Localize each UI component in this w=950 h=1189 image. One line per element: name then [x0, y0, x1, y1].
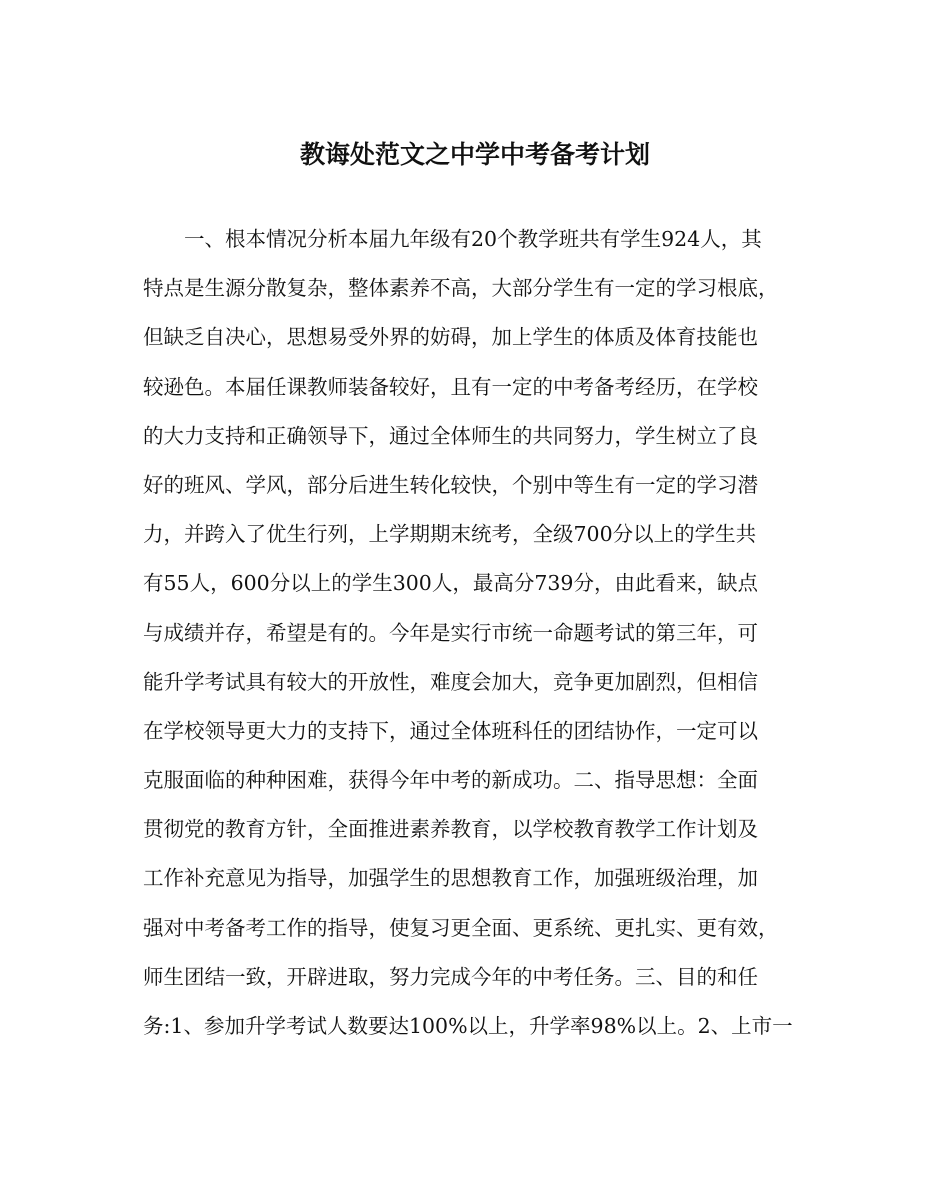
body-line: 强对中考备考工作的指导，使复习更全面、更系统、更扎实、更有效，	[143, 915, 779, 940]
document-title: 教诲处范文之中学中考备考计划	[299, 140, 650, 169]
body-line: 在学校领导更大力的支持下，通过全体班科任的团结协作，一定可以	[143, 718, 758, 743]
body-line: 但缺乏自决心，思想易受外界的妨碍，加上学生的体质及体育技能也	[143, 325, 758, 350]
body-line: 工作补充意见为指导，加强学生的思想教育工作，加强班级治理，加	[143, 866, 758, 891]
body-line: 力，并跨入了优生行列，上学期期末统考，全级700分以上的学生共	[143, 522, 757, 547]
body-line: 能升学考试具有较大的开放性，难度会加大，竞争更加剧烈，但相信	[143, 669, 758, 694]
body-line: 的大力支持和正确领导下，通过全体师生的共同努力，学生树立了良	[143, 423, 758, 448]
body-line: 务:1、参加升学考试人数要达100%以上，升学率98%以上。2、上市一	[143, 1014, 793, 1038]
body-line: 克服面临的种种困难，获得今年中考的新成功。二、指导思想：全面	[143, 768, 758, 793]
body-line: 师生团结一致，开辟进取，努力完成今年的中考任务。三、目的和任	[143, 964, 758, 989]
body-line: 一、根本情况分析本届九年级有20个教学班共有学生924人，其	[184, 227, 762, 251]
body-line: 有55人，600分以上的学生300人，最高分739分，由此看来，缺点	[143, 571, 758, 596]
body-line: 与成绩并存，希望是有的。今年是实行市统一命题考试的第三年，可	[143, 620, 758, 645]
body-line: 较逊色。本届任课教师装备较好，且有一定的中考备考经历，在学校	[143, 374, 758, 399]
body-line: 特点是生源分散复杂，整体素养不高，大部分学生有一定的学习根底，	[143, 276, 779, 301]
body-line: 好的班风、学风，部分后进生转化较快，个别中等生有一定的学习潜	[143, 472, 758, 497]
document-body	[143, 224, 807, 1060]
body-line: 贯彻党的教育方针，全面推进素养教育，以学校教育教学工作计划及	[143, 817, 758, 842]
